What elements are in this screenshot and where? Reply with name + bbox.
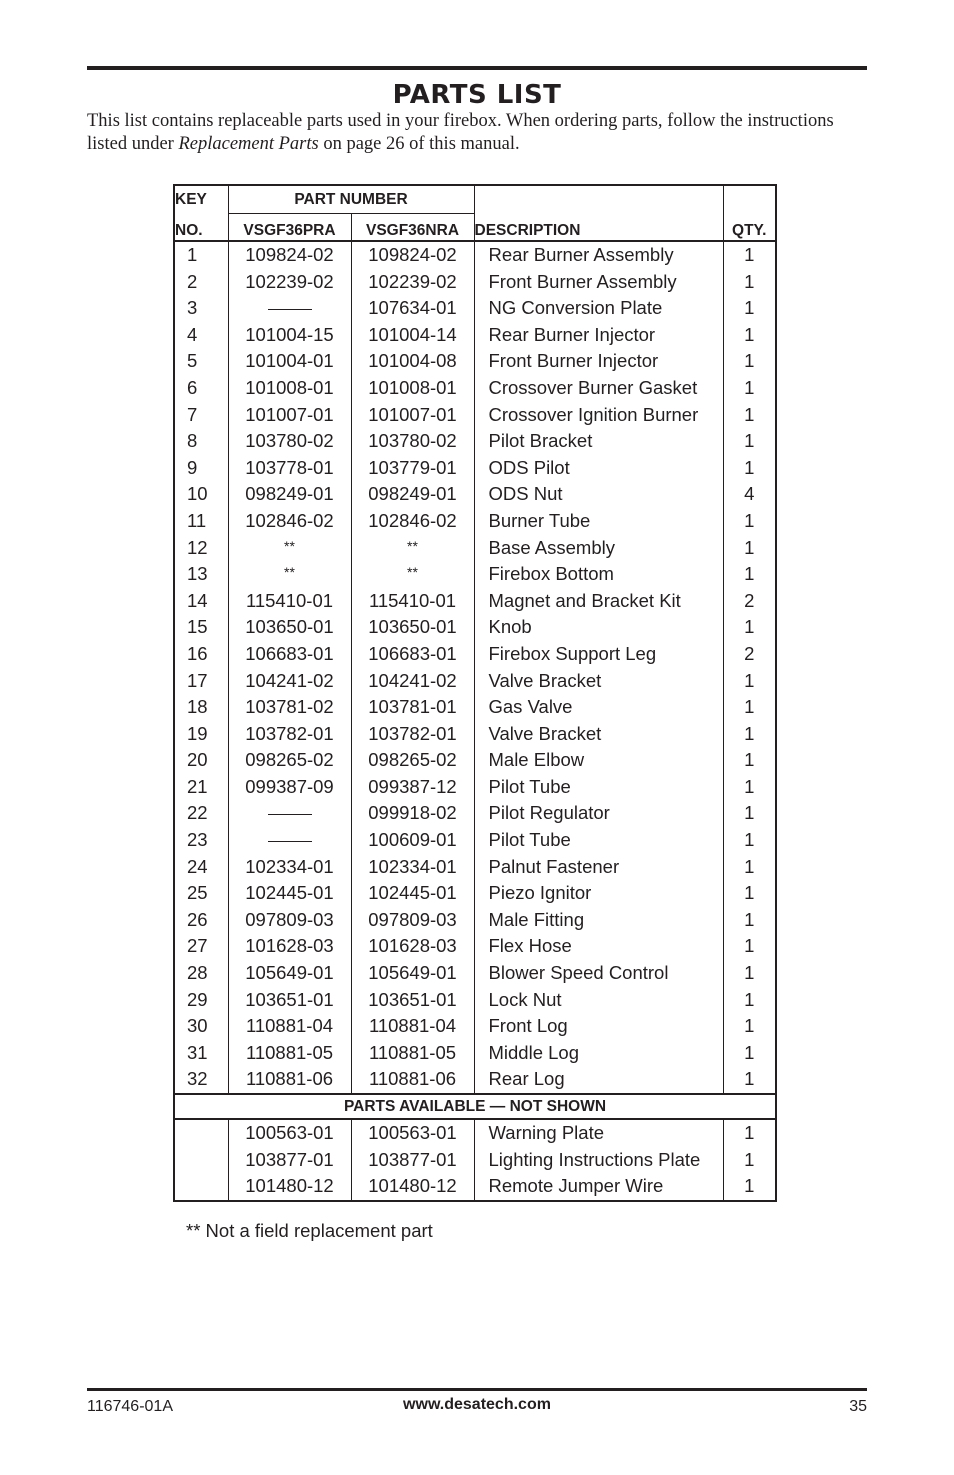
description-cell: Blower Speed Control (474, 960, 723, 987)
part-number-nra-cell: 101004-14 (351, 322, 474, 349)
key-cell: 14 (174, 588, 228, 615)
table-row (174, 800, 776, 827)
table-row (174, 933, 776, 960)
key-cell: 13 (174, 561, 228, 588)
table-row (174, 960, 776, 987)
intro-text-end: on page 26 of this manual. (318, 134, 520, 154)
part-number-nra-cell: 105649-01 (351, 960, 474, 987)
part-number-nra-cell: 100563-01 (351, 1119, 474, 1147)
part-number-pra-cell (228, 535, 351, 562)
table-row (174, 269, 776, 296)
part-number-pra-cell: 103651-01 (228, 987, 351, 1014)
qty-cell: 1 (744, 669, 755, 691)
table-row (174, 1013, 776, 1040)
description-cell: Front Burner Injector (474, 348, 723, 375)
part-number-pra-cell: 103781-02 (228, 694, 351, 721)
table-row (174, 854, 776, 881)
part-number-pra-cell: 100563-01 (228, 1119, 351, 1147)
qty-cell: 1 (744, 1041, 755, 1063)
key-cell: 17 (174, 668, 228, 695)
part-number-pra-cell: 099387-09 (228, 774, 351, 801)
part-number-pra-cell: 101004-01 (228, 348, 351, 375)
qty-cell: 1 (744, 1015, 755, 1037)
description-cell: Front Burner Assembly (474, 269, 723, 296)
part-number-nra-cell: 101628-03 (351, 933, 474, 960)
table-row (174, 241, 776, 269)
not-field-replaceable-mark: ** (407, 564, 418, 581)
part-number-nra-cell: 097809-03 (351, 907, 474, 934)
description-cell: Firebox Bottom (474, 561, 723, 588)
part-number-pra-cell: 102846-02 (228, 508, 351, 535)
part-number-nra-cell: 102445-01 (351, 880, 474, 907)
bottom-rule (87, 1388, 867, 1391)
key-cell: 21 (174, 774, 228, 801)
not-shown-table-body (174, 1119, 776, 1201)
description-cell: Pilot Bracket (474, 428, 723, 455)
qty-cell: 1 (744, 829, 755, 851)
part-number-nra-cell: 102846-02 (351, 508, 474, 535)
part-number-pra-cell: 115410-01 (228, 588, 351, 615)
description-cell: Remote Jumper Wire (474, 1173, 723, 1201)
key-cell: 5 (174, 348, 228, 375)
part-number-pra-cell (228, 800, 351, 827)
part-number-nra-cell (351, 535, 474, 562)
table-row (174, 641, 776, 668)
description-cell: Front Log (474, 1013, 723, 1040)
part-number-pra-cell: 101628-03 (228, 933, 351, 960)
key-cell: 28 (174, 960, 228, 987)
qty-cell: 1 (744, 350, 755, 372)
part-number-nra-cell: 107634-01 (351, 295, 474, 322)
table-row (174, 987, 776, 1014)
qty-cell: 1 (744, 722, 755, 744)
part-number-nra-cell: 100609-01 (351, 827, 474, 854)
table-row (174, 721, 776, 748)
qty-cell: 1 (744, 962, 755, 984)
table-row (174, 508, 776, 535)
part-number-pra-cell: 105649-01 (228, 960, 351, 987)
part-number-nra-cell: 110881-05 (351, 1040, 474, 1067)
table-row (174, 907, 776, 934)
description-cell: Pilot Regulator (474, 800, 723, 827)
not-field-replaceable-mark: ** (407, 537, 418, 554)
description-cell: ODS Nut (474, 481, 723, 508)
key-cell: 15 (174, 614, 228, 641)
parts-table (173, 184, 777, 1202)
qty-cell: 1 (744, 403, 755, 425)
part-number-nra-cell: 101004-08 (351, 348, 474, 375)
key-cell (174, 1119, 228, 1147)
qty-cell: 1 (744, 988, 755, 1010)
part-number-pra-cell (228, 561, 351, 588)
key-cell: 19 (174, 721, 228, 748)
description-cell: Male Elbow (474, 747, 723, 774)
qty-cell: 1 (744, 376, 755, 398)
description-cell: Crossover Ignition Burner (474, 402, 723, 429)
header-part-number: PART NUMBER (228, 185, 474, 214)
description-cell: Base Assembly (474, 535, 723, 562)
not-shown-section-label: PARTS AVAILABLE — NOT SHOWN (174, 1094, 776, 1119)
key-cell: 29 (174, 987, 228, 1014)
qty-cell: 1 (744, 696, 755, 718)
key-cell: 3 (174, 295, 228, 322)
website-url: www.desatech.com (403, 1396, 551, 1413)
qty-cell: 4 (744, 483, 755, 505)
description-cell: Firebox Support Leg (474, 641, 723, 668)
description-cell: Knob (474, 614, 723, 641)
table-row (174, 880, 776, 907)
description-cell: Male Fitting (474, 907, 723, 934)
qty-cell: 1 (744, 456, 755, 478)
table-row (174, 1173, 776, 1201)
key-cell: 27 (174, 933, 228, 960)
table-row (174, 1119, 776, 1147)
table-row (174, 428, 776, 455)
footnote: ** Not a field replacement part (186, 1220, 433, 1241)
part-number-nra-cell: 110881-06 (351, 1066, 474, 1094)
part-number-nra-cell: 115410-01 (351, 588, 474, 615)
table-row (174, 614, 776, 641)
part-number-pra-cell: 101007-01 (228, 402, 351, 429)
table-row (174, 375, 776, 402)
qty-cell: 1 (744, 749, 755, 771)
key-cell: 7 (174, 402, 228, 429)
description-cell: Lighting Instructions Plate (474, 1147, 723, 1174)
description-cell: Middle Log (474, 1040, 723, 1067)
part-number-pra-cell: 110881-04 (228, 1013, 351, 1040)
part-number-pra-cell: 102239-02 (228, 269, 351, 296)
page-title: PARTS LIST (392, 80, 562, 110)
part-number-pra-cell (228, 295, 351, 322)
key-cell: 4 (174, 322, 228, 349)
part-number-pra-cell: 104241-02 (228, 668, 351, 695)
not-applicable-dash (268, 814, 312, 815)
description-cell: Rear Log (474, 1066, 723, 1094)
description-cell: Pilot Tube (474, 774, 723, 801)
description-cell: Rear Burner Assembly (474, 241, 723, 269)
key-cell: 24 (174, 854, 228, 881)
description-cell: Warning Plate (474, 1119, 723, 1147)
description-cell: NG Conversion Plate (474, 295, 723, 322)
key-cell (174, 1147, 228, 1174)
part-number-pra-cell: 106683-01 (228, 641, 351, 668)
not-applicable-dash (268, 841, 312, 842)
part-number-nra-cell: 109824-02 (351, 241, 474, 269)
qty-cell: 1 (744, 1122, 755, 1143)
description-cell: ODS Pilot (474, 455, 723, 482)
qty-cell: 1 (744, 1148, 755, 1170)
part-number-nra-cell: 103650-01 (351, 614, 474, 641)
table-row (174, 747, 776, 774)
part-number-pra-cell: 110881-05 (228, 1040, 351, 1067)
description-cell: Gas Valve (474, 694, 723, 721)
not-applicable-dash (268, 309, 312, 310)
part-number-pra-cell: 103650-01 (228, 614, 351, 641)
part-number-nra-cell (351, 561, 474, 588)
part-number-nra-cell: 099387-12 (351, 774, 474, 801)
key-cell: 25 (174, 880, 228, 907)
table-row (174, 561, 776, 588)
part-number-nra-cell: 103780-02 (351, 428, 474, 455)
part-number-nra-cell: 104241-02 (351, 668, 474, 695)
qty-cell: 1 (744, 1175, 755, 1197)
intro-italic-reference: Replacement Parts (178, 134, 319, 154)
not-field-replaceable-mark: ** (284, 564, 295, 581)
qty-cell: 1 (744, 244, 755, 265)
table-row (174, 402, 776, 429)
table-row (174, 1147, 776, 1174)
header-desc-spacer (474, 185, 723, 214)
description-cell: Valve Bracket (474, 668, 723, 695)
description-cell: Magnet and Bracket Kit (474, 588, 723, 615)
qty-cell: 1 (744, 509, 755, 531)
key-cell: 6 (174, 375, 228, 402)
qty-cell: 1 (744, 616, 755, 638)
key-cell: 23 (174, 827, 228, 854)
qty-cell: 1 (744, 775, 755, 797)
description-cell: Rear Burner Injector (474, 322, 723, 349)
part-number-pra-cell: 102334-01 (228, 854, 351, 881)
qty-cell: 2 (744, 642, 755, 664)
qty-cell: 2 (744, 589, 755, 611)
description-cell: Crossover Burner Gasket (474, 375, 723, 402)
key-cell: 9 (174, 455, 228, 482)
part-number-nra-cell: 103781-01 (351, 694, 474, 721)
table-row (174, 668, 776, 695)
page-number: 35 (849, 1398, 867, 1415)
key-cell: 8 (174, 428, 228, 455)
qty-cell: 1 (744, 802, 755, 824)
part-number-pra-cell: 103780-02 (228, 428, 351, 455)
qty-cell: 1 (744, 855, 755, 877)
document-number: 116746-01A (87, 1398, 173, 1415)
part-number-pra-cell: 102445-01 (228, 880, 351, 907)
key-cell: 2 (174, 269, 228, 296)
description-cell: Valve Bracket (474, 721, 723, 748)
header-model-a: VSGF36PRA (228, 214, 351, 242)
description-cell: Piezo Ignitor (474, 880, 723, 907)
key-cell: 30 (174, 1013, 228, 1040)
part-number-nra-cell: 103782-01 (351, 721, 474, 748)
qty-cell: 1 (744, 1068, 755, 1090)
description-cell: Flex Hose (474, 933, 723, 960)
part-number-nra-cell: 101480-12 (351, 1173, 474, 1201)
part-number-pra-cell: 101008-01 (228, 375, 351, 402)
part-number-pra-cell: 101004-15 (228, 322, 351, 349)
part-number-nra-cell: 098265-02 (351, 747, 474, 774)
qty-cell: 1 (744, 297, 755, 319)
qty-cell: 1 (744, 323, 755, 345)
table-row (174, 1066, 776, 1094)
part-number-pra-cell: 110881-06 (228, 1066, 351, 1094)
part-number-nra-cell: 103779-01 (351, 455, 474, 482)
table-row (174, 348, 776, 375)
table-row (174, 827, 776, 854)
part-number-nra-cell: 102239-02 (351, 269, 474, 296)
part-number-nra-cell: 103651-01 (351, 987, 474, 1014)
part-number-pra-cell: 098249-01 (228, 481, 351, 508)
key-cell: 31 (174, 1040, 228, 1067)
key-cell: 11 (174, 508, 228, 535)
not-field-replaceable-mark: ** (284, 537, 295, 554)
table-row (174, 481, 776, 508)
key-cell: 20 (174, 747, 228, 774)
header-description: DESCRIPTION (474, 214, 723, 242)
part-number-pra-cell (228, 827, 351, 854)
top-rule (87, 66, 867, 70)
table-row (174, 588, 776, 615)
qty-cell: 1 (744, 536, 755, 558)
part-number-nra-cell: 098249-01 (351, 481, 474, 508)
header-qty-spacer (723, 185, 776, 214)
header-qty: QTY. (723, 214, 776, 242)
key-cell: 16 (174, 641, 228, 668)
part-number-pra-cell: 097809-03 (228, 907, 351, 934)
table-row (174, 455, 776, 482)
table-row (174, 774, 776, 801)
description-cell: Palnut Fastener (474, 854, 723, 881)
key-cell: 10 (174, 481, 228, 508)
description-cell: Pilot Tube (474, 827, 723, 854)
description-cell: Burner Tube (474, 508, 723, 535)
part-number-pra-cell: 101480-12 (228, 1173, 351, 1201)
part-number-pra-cell: 098265-02 (228, 747, 351, 774)
key-cell (174, 1173, 228, 1201)
part-number-nra-cell: 103877-01 (351, 1147, 474, 1174)
key-cell: 18 (174, 694, 228, 721)
part-number-nra-cell: 110881-04 (351, 1013, 474, 1040)
part-number-pra-cell: 103877-01 (228, 1147, 351, 1174)
key-cell: 22 (174, 800, 228, 827)
qty-cell: 1 (744, 430, 755, 452)
part-number-pra-cell: 109824-02 (228, 241, 351, 269)
part-number-nra-cell: 101008-01 (351, 375, 474, 402)
part-number-pra-cell: 103782-01 (228, 721, 351, 748)
qty-cell: 1 (744, 882, 755, 904)
table-row (174, 535, 776, 562)
table-row (174, 1040, 776, 1067)
intro-text-start: This list contains replaceable parts used in your firebox. When ordering parts, follow the instructions listed under (87, 111, 834, 154)
key-cell: 26 (174, 907, 228, 934)
header-key-line2: NO. (174, 214, 228, 242)
qty-cell: 1 (744, 908, 755, 930)
header-model-b: VSGF36NRA (351, 214, 474, 242)
header-key-line1: KEY (174, 185, 228, 214)
part-number-nra-cell: 106683-01 (351, 641, 474, 668)
part-number-nra-cell: 102334-01 (351, 854, 474, 881)
intro-paragraph (87, 110, 869, 156)
qty-cell: 1 (744, 935, 755, 957)
key-cell: 12 (174, 535, 228, 562)
key-cell: 32 (174, 1066, 228, 1094)
description-cell: Lock Nut (474, 987, 723, 1014)
part-number-pra-cell: 103778-01 (228, 455, 351, 482)
part-number-nra-cell: 099918-02 (351, 800, 474, 827)
table-row (174, 322, 776, 349)
key-cell: 1 (174, 241, 228, 269)
table-row (174, 694, 776, 721)
qty-cell: 1 (744, 563, 755, 585)
qty-cell: 1 (744, 270, 755, 292)
parts-table-body (174, 241, 776, 1094)
table-row (174, 295, 776, 322)
part-number-nra-cell: 101007-01 (351, 402, 474, 429)
